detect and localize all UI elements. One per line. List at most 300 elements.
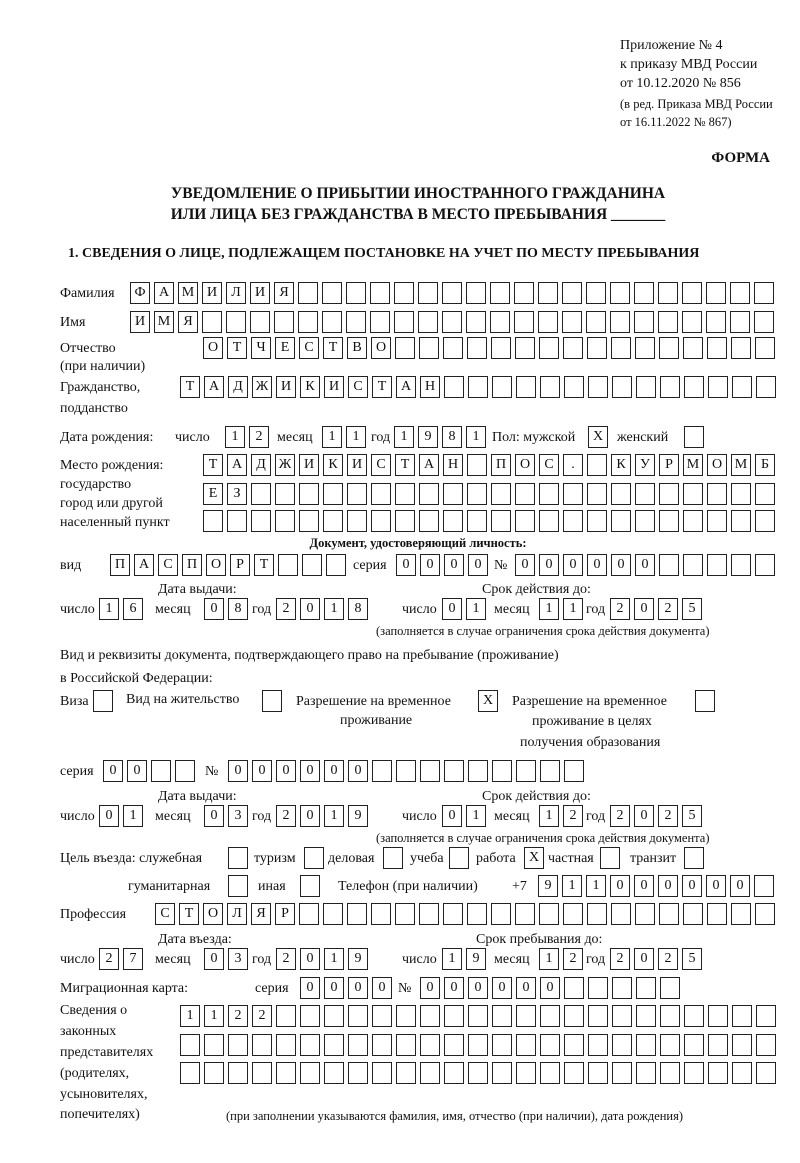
purpose-study-checkbox[interactable] bbox=[449, 847, 469, 869]
char-cell[interactable] bbox=[372, 1034, 392, 1056]
char-cell[interactable]: А bbox=[419, 454, 439, 476]
char-cell[interactable] bbox=[587, 903, 607, 925]
char-cell[interactable] bbox=[491, 903, 511, 925]
char-cell[interactable] bbox=[611, 483, 631, 505]
char-cell[interactable] bbox=[347, 510, 367, 532]
char-cell[interactable]: С bbox=[348, 376, 368, 398]
char-cell[interactable]: 0 bbox=[682, 875, 702, 897]
char-cell[interactable]: 1 bbox=[324, 598, 344, 620]
char-cell[interactable] bbox=[442, 311, 462, 333]
char-cell[interactable] bbox=[564, 977, 584, 999]
visa-checkbox[interactable] bbox=[93, 690, 113, 712]
char-cell[interactable] bbox=[755, 337, 775, 359]
char-cell[interactable]: З bbox=[227, 483, 247, 505]
char-cell[interactable]: М bbox=[154, 311, 174, 333]
char-cell[interactable]: 1 bbox=[204, 1005, 224, 1027]
purpose-official-checkbox[interactable] bbox=[228, 847, 248, 869]
char-cell[interactable]: 9 bbox=[348, 805, 368, 827]
char-cell[interactable] bbox=[683, 337, 703, 359]
char-cell[interactable] bbox=[539, 510, 559, 532]
char-cell[interactable]: 1 bbox=[539, 948, 559, 970]
char-cell[interactable] bbox=[299, 903, 319, 925]
char-cell[interactable] bbox=[540, 1062, 560, 1084]
char-cell[interactable] bbox=[706, 282, 726, 304]
char-cell[interactable]: Т bbox=[395, 454, 415, 476]
char-cell[interactable] bbox=[660, 1005, 680, 1027]
char-cell[interactable]: 0 bbox=[442, 805, 462, 827]
char-cell[interactable] bbox=[708, 376, 728, 398]
char-cell[interactable]: Ч bbox=[251, 337, 271, 359]
char-cell[interactable] bbox=[443, 903, 463, 925]
char-cell[interactable]: Н bbox=[443, 454, 463, 476]
char-cell[interactable] bbox=[492, 1062, 512, 1084]
char-cell[interactable]: И bbox=[347, 454, 367, 476]
char-cell[interactable]: И bbox=[250, 282, 270, 304]
char-cell[interactable] bbox=[684, 376, 704, 398]
char-cell[interactable] bbox=[348, 1034, 368, 1056]
char-cell[interactable] bbox=[324, 1005, 344, 1027]
char-cell[interactable] bbox=[275, 510, 295, 532]
char-cell[interactable] bbox=[468, 1005, 488, 1027]
char-cell[interactable]: 2 bbox=[276, 805, 296, 827]
char-cell[interactable]: 0 bbox=[300, 598, 320, 620]
char-cell[interactable] bbox=[418, 311, 438, 333]
char-cell[interactable] bbox=[756, 1005, 776, 1027]
char-cell[interactable] bbox=[588, 1034, 608, 1056]
char-cell[interactable] bbox=[395, 483, 415, 505]
char-cell[interactable] bbox=[468, 1062, 488, 1084]
char-cell[interactable]: 8 bbox=[348, 598, 368, 620]
char-cell[interactable] bbox=[419, 483, 439, 505]
char-cell[interactable] bbox=[324, 1062, 344, 1084]
char-cell[interactable] bbox=[516, 1034, 536, 1056]
char-cell[interactable] bbox=[564, 760, 584, 782]
char-cell[interactable] bbox=[228, 1062, 248, 1084]
char-cell[interactable] bbox=[538, 282, 558, 304]
char-cell[interactable] bbox=[634, 282, 654, 304]
char-cell[interactable]: 1 bbox=[466, 598, 486, 620]
char-cell[interactable]: 0 bbox=[324, 977, 344, 999]
char-cell[interactable]: 0 bbox=[324, 760, 344, 782]
char-cell[interactable]: 1 bbox=[123, 805, 143, 827]
char-cell[interactable] bbox=[706, 311, 726, 333]
char-cell[interactable] bbox=[540, 1005, 560, 1027]
char-cell[interactable]: И bbox=[130, 311, 150, 333]
char-cell[interactable]: 0 bbox=[492, 977, 512, 999]
char-cell[interactable]: И bbox=[299, 454, 319, 476]
char-cell[interactable] bbox=[419, 510, 439, 532]
char-cell[interactable] bbox=[515, 483, 535, 505]
char-cell[interactable]: 0 bbox=[563, 554, 583, 576]
char-cell[interactable] bbox=[251, 510, 271, 532]
char-cell[interactable]: 8 bbox=[228, 598, 248, 620]
char-cell[interactable]: В bbox=[347, 337, 367, 359]
char-cell[interactable]: 5 bbox=[682, 598, 702, 620]
char-cell[interactable] bbox=[298, 282, 318, 304]
char-cell[interactable] bbox=[708, 1005, 728, 1027]
char-cell[interactable]: 2 bbox=[99, 948, 119, 970]
char-cell[interactable]: Я bbox=[274, 282, 294, 304]
char-cell[interactable] bbox=[516, 760, 536, 782]
purpose-business-checkbox[interactable] bbox=[383, 847, 403, 869]
char-cell[interactable] bbox=[730, 311, 750, 333]
char-cell[interactable]: Т bbox=[180, 376, 200, 398]
char-cell[interactable]: 1 bbox=[225, 426, 245, 448]
char-cell[interactable] bbox=[276, 1034, 296, 1056]
char-cell[interactable] bbox=[276, 1062, 296, 1084]
char-cell[interactable] bbox=[515, 510, 535, 532]
char-cell[interactable]: 1 bbox=[562, 875, 582, 897]
char-cell[interactable] bbox=[396, 1005, 416, 1027]
char-cell[interactable] bbox=[276, 1005, 296, 1027]
char-cell[interactable] bbox=[707, 554, 727, 576]
char-cell[interactable] bbox=[347, 483, 367, 505]
char-cell[interactable]: Т bbox=[203, 454, 223, 476]
char-cell[interactable] bbox=[635, 483, 655, 505]
char-cell[interactable] bbox=[540, 760, 560, 782]
char-cell[interactable]: И bbox=[202, 282, 222, 304]
char-cell[interactable] bbox=[732, 376, 752, 398]
char-cell[interactable]: 0 bbox=[300, 948, 320, 970]
char-cell[interactable]: О bbox=[203, 337, 223, 359]
char-cell[interactable] bbox=[491, 337, 511, 359]
char-cell[interactable] bbox=[227, 510, 247, 532]
char-cell[interactable] bbox=[180, 1062, 200, 1084]
char-cell[interactable] bbox=[370, 311, 390, 333]
char-cell[interactable] bbox=[180, 1034, 200, 1056]
char-cell[interactable]: 1 bbox=[322, 426, 342, 448]
char-cell[interactable]: М bbox=[178, 282, 198, 304]
char-cell[interactable] bbox=[611, 903, 631, 925]
char-cell[interactable] bbox=[226, 311, 246, 333]
char-cell[interactable]: Т bbox=[323, 337, 343, 359]
char-cell[interactable] bbox=[612, 977, 632, 999]
char-cell[interactable] bbox=[756, 1062, 776, 1084]
char-cell[interactable]: 5 bbox=[682, 805, 702, 827]
char-cell[interactable]: 0 bbox=[610, 875, 630, 897]
char-cell[interactable]: 1 bbox=[466, 426, 486, 448]
char-cell[interactable] bbox=[228, 1034, 248, 1056]
char-cell[interactable] bbox=[755, 903, 775, 925]
char-cell[interactable]: 0 bbox=[658, 875, 678, 897]
char-cell[interactable] bbox=[540, 1034, 560, 1056]
char-cell[interactable]: 0 bbox=[420, 977, 440, 999]
char-cell[interactable]: С bbox=[158, 554, 178, 576]
char-cell[interactable] bbox=[610, 282, 630, 304]
char-cell[interactable] bbox=[252, 1062, 272, 1084]
char-cell[interactable] bbox=[300, 1062, 320, 1084]
char-cell[interactable] bbox=[683, 554, 703, 576]
char-cell[interactable]: 1 bbox=[180, 1005, 200, 1027]
char-cell[interactable] bbox=[443, 483, 463, 505]
char-cell[interactable] bbox=[490, 282, 510, 304]
char-cell[interactable]: П bbox=[182, 554, 202, 576]
char-cell[interactable]: А bbox=[134, 554, 154, 576]
char-cell[interactable]: 0 bbox=[539, 554, 559, 576]
char-cell[interactable] bbox=[516, 1005, 536, 1027]
char-cell[interactable]: 0 bbox=[228, 760, 248, 782]
char-cell[interactable] bbox=[252, 1034, 272, 1056]
char-cell[interactable]: С bbox=[155, 903, 175, 925]
char-cell[interactable]: П bbox=[491, 454, 511, 476]
char-cell[interactable]: Е bbox=[203, 483, 223, 505]
char-cell[interactable]: 0 bbox=[204, 598, 224, 620]
char-cell[interactable]: С bbox=[371, 454, 391, 476]
char-cell[interactable]: 0 bbox=[300, 977, 320, 999]
char-cell[interactable] bbox=[300, 1034, 320, 1056]
char-cell[interactable] bbox=[323, 483, 343, 505]
char-cell[interactable]: К bbox=[611, 454, 631, 476]
char-cell[interactable] bbox=[516, 376, 536, 398]
char-cell[interactable]: Т bbox=[254, 554, 274, 576]
char-cell[interactable]: 6 bbox=[123, 598, 143, 620]
purpose-private-checkbox[interactable] bbox=[600, 847, 620, 869]
char-cell[interactable] bbox=[682, 311, 702, 333]
char-cell[interactable] bbox=[660, 977, 680, 999]
char-cell[interactable]: К bbox=[323, 454, 343, 476]
char-cell[interactable]: 8 bbox=[442, 426, 462, 448]
char-cell[interactable] bbox=[731, 510, 751, 532]
char-cell[interactable]: 7 bbox=[123, 948, 143, 970]
char-cell[interactable] bbox=[588, 977, 608, 999]
char-cell[interactable]: 9 bbox=[418, 426, 438, 448]
purpose-tourism-checkbox[interactable] bbox=[304, 847, 324, 869]
char-cell[interactable]: 0 bbox=[444, 554, 464, 576]
char-cell[interactable]: 0 bbox=[611, 554, 631, 576]
char-cell[interactable]: 1 bbox=[394, 426, 414, 448]
char-cell[interactable] bbox=[634, 311, 654, 333]
char-cell[interactable]: Н bbox=[420, 376, 440, 398]
char-cell[interactable] bbox=[612, 1062, 632, 1084]
char-cell[interactable] bbox=[274, 311, 294, 333]
purpose-transit-checkbox[interactable] bbox=[684, 847, 704, 869]
char-cell[interactable] bbox=[202, 311, 222, 333]
char-cell[interactable] bbox=[468, 1034, 488, 1056]
char-cell[interactable]: 3 bbox=[228, 948, 248, 970]
char-cell[interactable] bbox=[323, 903, 343, 925]
char-cell[interactable] bbox=[562, 311, 582, 333]
char-cell[interactable] bbox=[492, 376, 512, 398]
char-cell[interactable]: 2 bbox=[276, 948, 296, 970]
char-cell[interactable] bbox=[492, 1005, 512, 1027]
char-cell[interactable]: 0 bbox=[396, 554, 416, 576]
char-cell[interactable] bbox=[348, 1005, 368, 1027]
char-cell[interactable]: А bbox=[204, 376, 224, 398]
char-cell[interactable]: 0 bbox=[468, 554, 488, 576]
char-cell[interactable] bbox=[371, 483, 391, 505]
char-cell[interactable]: О bbox=[707, 454, 727, 476]
char-cell[interactable] bbox=[635, 510, 655, 532]
char-cell[interactable] bbox=[658, 311, 678, 333]
char-cell[interactable] bbox=[586, 282, 606, 304]
char-cell[interactable] bbox=[396, 1034, 416, 1056]
char-cell[interactable] bbox=[371, 903, 391, 925]
char-cell[interactable]: Т bbox=[227, 337, 247, 359]
char-cell[interactable] bbox=[323, 510, 343, 532]
char-cell[interactable]: 9 bbox=[466, 948, 486, 970]
char-cell[interactable] bbox=[636, 1034, 656, 1056]
char-cell[interactable] bbox=[587, 454, 607, 476]
char-cell[interactable] bbox=[659, 483, 679, 505]
char-cell[interactable] bbox=[467, 510, 487, 532]
char-cell[interactable]: 0 bbox=[204, 948, 224, 970]
char-cell[interactable] bbox=[394, 311, 414, 333]
char-cell[interactable]: С bbox=[299, 337, 319, 359]
char-cell[interactable] bbox=[468, 760, 488, 782]
char-cell[interactable] bbox=[444, 1005, 464, 1027]
char-cell[interactable]: 0 bbox=[540, 977, 560, 999]
char-cell[interactable]: 2 bbox=[610, 948, 630, 970]
char-cell[interactable]: 0 bbox=[468, 977, 488, 999]
char-cell[interactable] bbox=[443, 510, 463, 532]
char-cell[interactable] bbox=[466, 282, 486, 304]
char-cell[interactable] bbox=[683, 903, 703, 925]
char-cell[interactable]: 9 bbox=[538, 875, 558, 897]
char-cell[interactable] bbox=[539, 337, 559, 359]
char-cell[interactable] bbox=[636, 977, 656, 999]
trp-education-checkbox[interactable] bbox=[695, 690, 715, 712]
char-cell[interactable] bbox=[539, 483, 559, 505]
char-cell[interactable]: 0 bbox=[634, 805, 654, 827]
char-cell[interactable] bbox=[659, 903, 679, 925]
char-cell[interactable]: 0 bbox=[634, 875, 654, 897]
char-cell[interactable]: 1 bbox=[324, 805, 344, 827]
char-cell[interactable] bbox=[539, 903, 559, 925]
char-cell[interactable] bbox=[684, 1062, 704, 1084]
char-cell[interactable] bbox=[444, 1062, 464, 1084]
char-cell[interactable]: Е bbox=[275, 337, 295, 359]
char-cell[interactable]: Л bbox=[227, 903, 247, 925]
char-cell[interactable]: 2 bbox=[658, 598, 678, 620]
char-cell[interactable]: Д bbox=[251, 454, 271, 476]
char-cell[interactable] bbox=[275, 483, 295, 505]
char-cell[interactable] bbox=[466, 311, 486, 333]
char-cell[interactable] bbox=[707, 337, 727, 359]
char-cell[interactable]: 0 bbox=[300, 805, 320, 827]
char-cell[interactable] bbox=[348, 1062, 368, 1084]
char-cell[interactable] bbox=[708, 1034, 728, 1056]
char-cell[interactable] bbox=[443, 337, 463, 359]
char-cell[interactable] bbox=[492, 760, 512, 782]
char-cell[interactable]: Р bbox=[275, 903, 295, 925]
char-cell[interactable] bbox=[420, 1062, 440, 1084]
char-cell[interactable]: О bbox=[206, 554, 226, 576]
char-cell[interactable] bbox=[538, 311, 558, 333]
char-cell[interactable]: 0 bbox=[635, 554, 655, 576]
char-cell[interactable]: 0 bbox=[634, 948, 654, 970]
char-cell[interactable]: 1 bbox=[539, 598, 559, 620]
char-cell[interactable] bbox=[754, 311, 774, 333]
char-cell[interactable]: 0 bbox=[420, 554, 440, 576]
char-cell[interactable] bbox=[755, 510, 775, 532]
char-cell[interactable] bbox=[251, 483, 271, 505]
char-cell[interactable]: 1 bbox=[586, 875, 606, 897]
char-cell[interactable] bbox=[684, 1034, 704, 1056]
char-cell[interactable] bbox=[299, 483, 319, 505]
char-cell[interactable] bbox=[418, 282, 438, 304]
char-cell[interactable] bbox=[563, 903, 583, 925]
char-cell[interactable] bbox=[683, 510, 703, 532]
char-cell[interactable]: 9 bbox=[348, 948, 368, 970]
char-cell[interactable]: 1 bbox=[99, 598, 119, 620]
char-cell[interactable] bbox=[611, 337, 631, 359]
char-cell[interactable] bbox=[730, 282, 750, 304]
char-cell[interactable]: К bbox=[300, 376, 320, 398]
char-cell[interactable]: 0 bbox=[276, 760, 296, 782]
char-cell[interactable] bbox=[755, 554, 775, 576]
char-cell[interactable] bbox=[514, 282, 534, 304]
char-cell[interactable] bbox=[707, 483, 727, 505]
char-cell[interactable] bbox=[324, 1034, 344, 1056]
char-cell[interactable]: 0 bbox=[99, 805, 119, 827]
char-cell[interactable] bbox=[419, 903, 439, 925]
char-cell[interactable] bbox=[683, 483, 703, 505]
char-cell[interactable] bbox=[468, 376, 488, 398]
char-cell[interactable]: 0 bbox=[442, 598, 462, 620]
char-cell[interactable] bbox=[300, 1005, 320, 1027]
purpose-work-checkbox[interactable]: X bbox=[524, 847, 544, 869]
char-cell[interactable] bbox=[371, 510, 391, 532]
char-cell[interactable] bbox=[515, 903, 535, 925]
char-cell[interactable] bbox=[444, 760, 464, 782]
char-cell[interactable] bbox=[467, 483, 487, 505]
char-cell[interactable] bbox=[659, 510, 679, 532]
char-cell[interactable] bbox=[442, 282, 462, 304]
char-cell[interactable] bbox=[394, 282, 414, 304]
char-cell[interactable]: 0 bbox=[587, 554, 607, 576]
char-cell[interactable] bbox=[278, 554, 298, 576]
char-cell[interactable] bbox=[250, 311, 270, 333]
char-cell[interactable] bbox=[732, 1005, 752, 1027]
char-cell[interactable]: А bbox=[154, 282, 174, 304]
char-cell[interactable] bbox=[682, 282, 702, 304]
char-cell[interactable]: О bbox=[371, 337, 391, 359]
char-cell[interactable] bbox=[707, 903, 727, 925]
char-cell[interactable] bbox=[370, 282, 390, 304]
char-cell[interactable]: Я bbox=[178, 311, 198, 333]
char-cell[interactable] bbox=[612, 1034, 632, 1056]
char-cell[interactable] bbox=[755, 483, 775, 505]
char-cell[interactable]: 0 bbox=[515, 554, 535, 576]
char-cell[interactable]: 1 bbox=[442, 948, 462, 970]
char-cell[interactable] bbox=[635, 337, 655, 359]
char-cell[interactable] bbox=[612, 1005, 632, 1027]
char-cell[interactable] bbox=[346, 311, 366, 333]
char-cell[interactable] bbox=[492, 1034, 512, 1056]
char-cell[interactable] bbox=[322, 311, 342, 333]
char-cell[interactable] bbox=[731, 483, 751, 505]
char-cell[interactable] bbox=[635, 903, 655, 925]
char-cell[interactable]: 1 bbox=[466, 805, 486, 827]
char-cell[interactable]: 2 bbox=[249, 426, 269, 448]
char-cell[interactable] bbox=[564, 376, 584, 398]
char-cell[interactable] bbox=[588, 1062, 608, 1084]
char-cell[interactable]: И bbox=[276, 376, 296, 398]
char-cell[interactable] bbox=[420, 760, 440, 782]
char-cell[interactable]: 1 bbox=[346, 426, 366, 448]
char-cell[interactable] bbox=[707, 510, 727, 532]
char-cell[interactable] bbox=[346, 282, 366, 304]
purpose-humanitarian-checkbox[interactable] bbox=[228, 875, 248, 897]
char-cell[interactable]: С bbox=[539, 454, 559, 476]
char-cell[interactable] bbox=[514, 311, 534, 333]
char-cell[interactable] bbox=[322, 282, 342, 304]
char-cell[interactable] bbox=[204, 1034, 224, 1056]
char-cell[interactable] bbox=[660, 376, 680, 398]
char-cell[interactable]: М bbox=[731, 454, 751, 476]
char-cell[interactable]: 3 bbox=[228, 805, 248, 827]
char-cell[interactable] bbox=[395, 903, 415, 925]
